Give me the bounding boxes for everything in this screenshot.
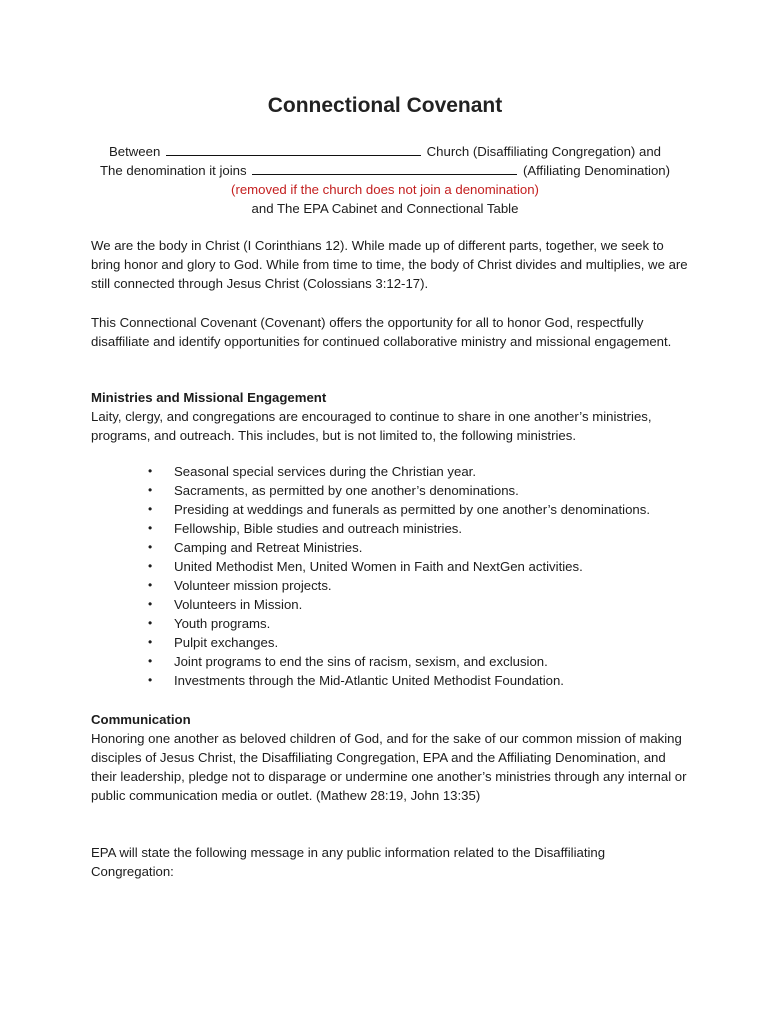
header-line-denomination xyxy=(0,161,770,180)
denomination-suffix: (Affiliating Denomination) xyxy=(522,163,671,178)
list-item: • Youth programs. xyxy=(148,616,271,631)
list-item: • Fellowship, Bible studies and outreach ministries. xyxy=(148,521,463,536)
bullet-icon: • xyxy=(148,673,153,687)
document-title: Connectional Covenant xyxy=(267,94,503,117)
bullet-icon: • xyxy=(148,464,153,478)
list-item: • United Methodist Men, United Women in Faith and NextGen activities. xyxy=(148,559,583,574)
list-item: • Sacraments, as permitted by one another’s denominations. xyxy=(148,483,519,498)
epa-cabinet-line: and The EPA Cabinet and Connectional Table xyxy=(251,201,519,216)
removal-note: (removed if the church does not join a denomination) xyxy=(231,182,539,197)
intro-text: We are the body in Christ (I Corinthians 12). While made up of different parts, together, we seek to bring honor and glory to God. While from time to time, the body of Christ divides and multiplies, we are still connected through Jesus Christ (Colossians 3:12-17). xyxy=(91,238,688,291)
bullet-icon: • xyxy=(148,502,153,516)
list-item: • Camping and Retreat Ministries. xyxy=(148,540,363,555)
ministries-section xyxy=(91,388,691,445)
header-line-between xyxy=(0,142,770,161)
list-item: • Volunteers in Mission. xyxy=(148,597,303,612)
between-label: Between xyxy=(108,144,161,159)
list-item: • Joint programs to end the sins of racism, sexism, and exclusion. xyxy=(148,654,548,669)
ministries-body: Laity, clergy, and congregations are encouraged to continue to share in one another’s ministries, programs, and outreach. This includes, but is not limited to, the following ministries. xyxy=(91,409,652,443)
church-suffix: Church (Disaffiliating Congregation) and xyxy=(426,144,661,159)
bullet-icon: • xyxy=(148,578,153,592)
bullet-icon: • xyxy=(148,635,153,649)
communication-heading: Communication xyxy=(91,712,191,727)
list-item: • Investments through the Mid-Atlantic United Methodist Foundation. xyxy=(148,673,564,688)
communication-section xyxy=(91,710,691,805)
bullet-icon: • xyxy=(148,616,153,630)
list-item: • Volunteer mission projects. xyxy=(148,578,332,593)
bullet-icon: • xyxy=(148,559,153,573)
covenant-paragraph xyxy=(91,313,691,351)
bullet-icon: • xyxy=(148,654,153,668)
bullet-icon: • xyxy=(148,540,153,554)
ministries-heading: Ministries and Missional Engagement xyxy=(91,390,327,405)
communication-body: Honoring one another as beloved children of God, and for the sake of our common mission of making disciples of Jesus Christ, the Disaffiliating Congregation, EPA and the Affiliating Denomination, and their leadership, pledge not to disparage or undermine one another’s ministries through any internal or public communication media or outlet. (Mathew 28:19, John 13:35) xyxy=(91,731,687,803)
list-item: • Pulpit exchanges. xyxy=(148,635,279,650)
bullet-icon: • xyxy=(148,521,153,535)
ministries-list xyxy=(148,462,650,690)
denomination-name-blank[interactable] xyxy=(252,161,517,175)
covenant-text: This Connectional Covenant (Covenant) offers the opportunity for all to honor God, respectfully disaffiliate and identify opportunities for continued collaborative ministry and missional engagement. xyxy=(91,315,672,349)
epa-statement-text: EPA will state the following message in any public information related to the Disaffiliating Congregation: xyxy=(91,845,606,879)
list-item: • Seasonal special services during the Christian year. xyxy=(148,464,477,479)
intro-paragraph xyxy=(91,236,691,293)
epa-statement-paragraph xyxy=(91,843,691,881)
bullet-icon: • xyxy=(148,597,153,611)
church-name-blank[interactable] xyxy=(166,142,421,156)
bullet-icon: • xyxy=(148,483,153,497)
list-item: • Presiding at weddings and funerals as permitted by one another’s denominations. xyxy=(148,502,651,517)
denomination-label: The denomination it joins xyxy=(99,163,247,178)
